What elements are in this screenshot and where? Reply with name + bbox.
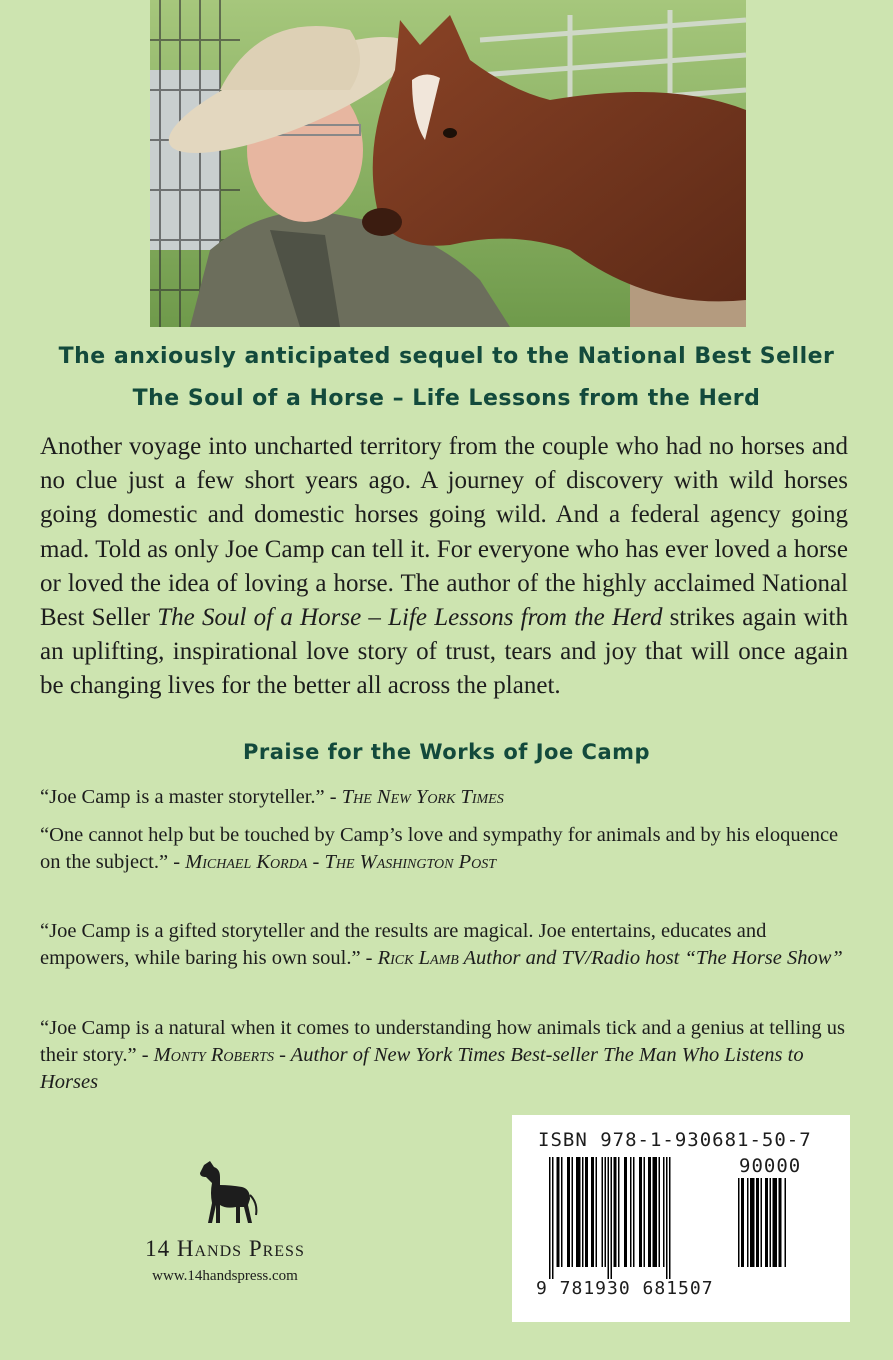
barcode-bar bbox=[747, 1178, 749, 1267]
barcode-bar bbox=[552, 1157, 554, 1279]
barcode-bar bbox=[567, 1157, 570, 1267]
quote-source: The New York Times bbox=[341, 786, 504, 808]
headline-sequel: The anxiously anticipated sequel to the National Best Seller bbox=[58, 344, 835, 369]
barcode-bar bbox=[765, 1178, 768, 1267]
barcode-bar bbox=[663, 1157, 665, 1267]
publisher-block bbox=[120, 1155, 330, 1285]
praise-quote bbox=[40, 1015, 852, 1096]
barcode-bar bbox=[659, 1157, 661, 1267]
addon-bars bbox=[738, 1178, 800, 1279]
barcode-bar bbox=[549, 1157, 551, 1279]
cover-photo bbox=[150, 0, 746, 327]
barcode-bar bbox=[785, 1178, 787, 1267]
praise-quote bbox=[40, 784, 852, 811]
quote-source: Monty Roberts bbox=[153, 1044, 274, 1066]
barcode-bar bbox=[644, 1157, 646, 1267]
quote-text: “One cannot help but be touched by Camp’s love and sympathy for animals and by his eloquence on the subject.” bbox=[40, 824, 839, 873]
barcode-bar bbox=[624, 1157, 627, 1267]
barcode-bar bbox=[773, 1178, 778, 1267]
barcode-bar bbox=[630, 1157, 632, 1267]
ean-bars bbox=[549, 1157, 729, 1279]
barcode-bar bbox=[585, 1157, 588, 1267]
praise-quote bbox=[40, 918, 852, 972]
barcode-bar bbox=[761, 1178, 763, 1267]
praise-quote bbox=[40, 822, 852, 876]
quote-source-extra: Author and TV/Radio host “The Horse Show” bbox=[458, 947, 843, 969]
barcode-bar bbox=[582, 1157, 584, 1267]
barcode-bar bbox=[611, 1157, 613, 1279]
addon-number: 90000 bbox=[739, 1155, 802, 1177]
quote-source: Rick Lamb bbox=[377, 947, 459, 969]
barcode-bar bbox=[779, 1178, 782, 1267]
publisher-name: 14 Hands Press bbox=[145, 1236, 305, 1261]
blurb-part1: Another voyage into uncharted territory from the couple who had no horses and no clue just a few short years ago. A journey of discovery with wild horses going domestic and domestic horses going wild. And a federal agency going mad. Told as only Joe Camp can tell it. For everyone who has ever loved a horse or loved the idea of loving a horse. The author of the highly acclaimed National Best Seller bbox=[40, 433, 848, 632]
barcode-bar bbox=[653, 1157, 658, 1267]
barcode-bar bbox=[561, 1157, 563, 1267]
quote-text: “Joe Camp is a master storyteller.” bbox=[40, 786, 325, 808]
isbn-text: ISBN 978-1-930681-50-7 bbox=[538, 1129, 812, 1151]
publisher-url: www.14handspress.com bbox=[152, 1268, 298, 1284]
ean-number: 9 781930 681507 bbox=[536, 1278, 714, 1299]
man-with-foal-photo bbox=[150, 0, 746, 327]
barcode-bar bbox=[741, 1178, 744, 1267]
barcode-bar bbox=[669, 1157, 671, 1279]
barcode-bar bbox=[596, 1157, 598, 1267]
barcode-bar bbox=[602, 1157, 604, 1267]
barcode-bar bbox=[648, 1157, 651, 1267]
barcode-bar bbox=[666, 1157, 668, 1279]
barcode-bar bbox=[738, 1178, 740, 1267]
horse-logo-icon bbox=[190, 1155, 260, 1225]
quote-text: “Joe Camp is a natural when it comes to understanding how animals tick and a genius at telling us their story.” bbox=[40, 1017, 846, 1066]
barcode-bar bbox=[750, 1178, 755, 1267]
praise-heading: Praise for the Works of Joe Camp bbox=[242, 740, 651, 764]
quote-source: Michael Korda - The Washington Post bbox=[185, 851, 497, 873]
headline-previous-title: The Soul of a Horse – Life Lessons from the Herd bbox=[132, 386, 761, 411]
barcode-bar bbox=[639, 1157, 642, 1267]
barcode-bar bbox=[605, 1157, 607, 1267]
blurb-book-title: The Soul of a Horse – Life Lessons from the Herd bbox=[157, 604, 663, 632]
quote-dash: - bbox=[360, 947, 378, 969]
barcode-bar bbox=[618, 1157, 620, 1267]
quote-dash: - bbox=[168, 851, 186, 873]
barcode-bar bbox=[770, 1178, 772, 1267]
blurb-part2: strikes again with an uplifting, inspirational love story of trust, tears and joy that will once again be changing lives for the better all across the planet. bbox=[40, 604, 849, 700]
barcode-bar bbox=[557, 1157, 560, 1267]
barcode-bar bbox=[756, 1178, 759, 1267]
barcode-bar bbox=[633, 1157, 635, 1267]
barcode-bar bbox=[576, 1157, 581, 1267]
quote-source-extra: - Author of New York Times Best-seller The Man Who Listens to Horses bbox=[40, 1044, 804, 1093]
book-description bbox=[40, 430, 848, 704]
isbn-barcode bbox=[512, 1115, 850, 1322]
barcode-bar bbox=[608, 1157, 610, 1279]
quote-dash: - bbox=[136, 1044, 154, 1066]
barcode-bar bbox=[614, 1157, 617, 1267]
barcode-bar bbox=[572, 1157, 574, 1267]
quote-dash: - bbox=[324, 786, 342, 808]
barcode-bar bbox=[591, 1157, 594, 1267]
quote-text: “Joe Camp is a gifted storyteller and the results are magical. Joe entertains, educates and empowers, while baring his own soul.” bbox=[40, 920, 767, 969]
